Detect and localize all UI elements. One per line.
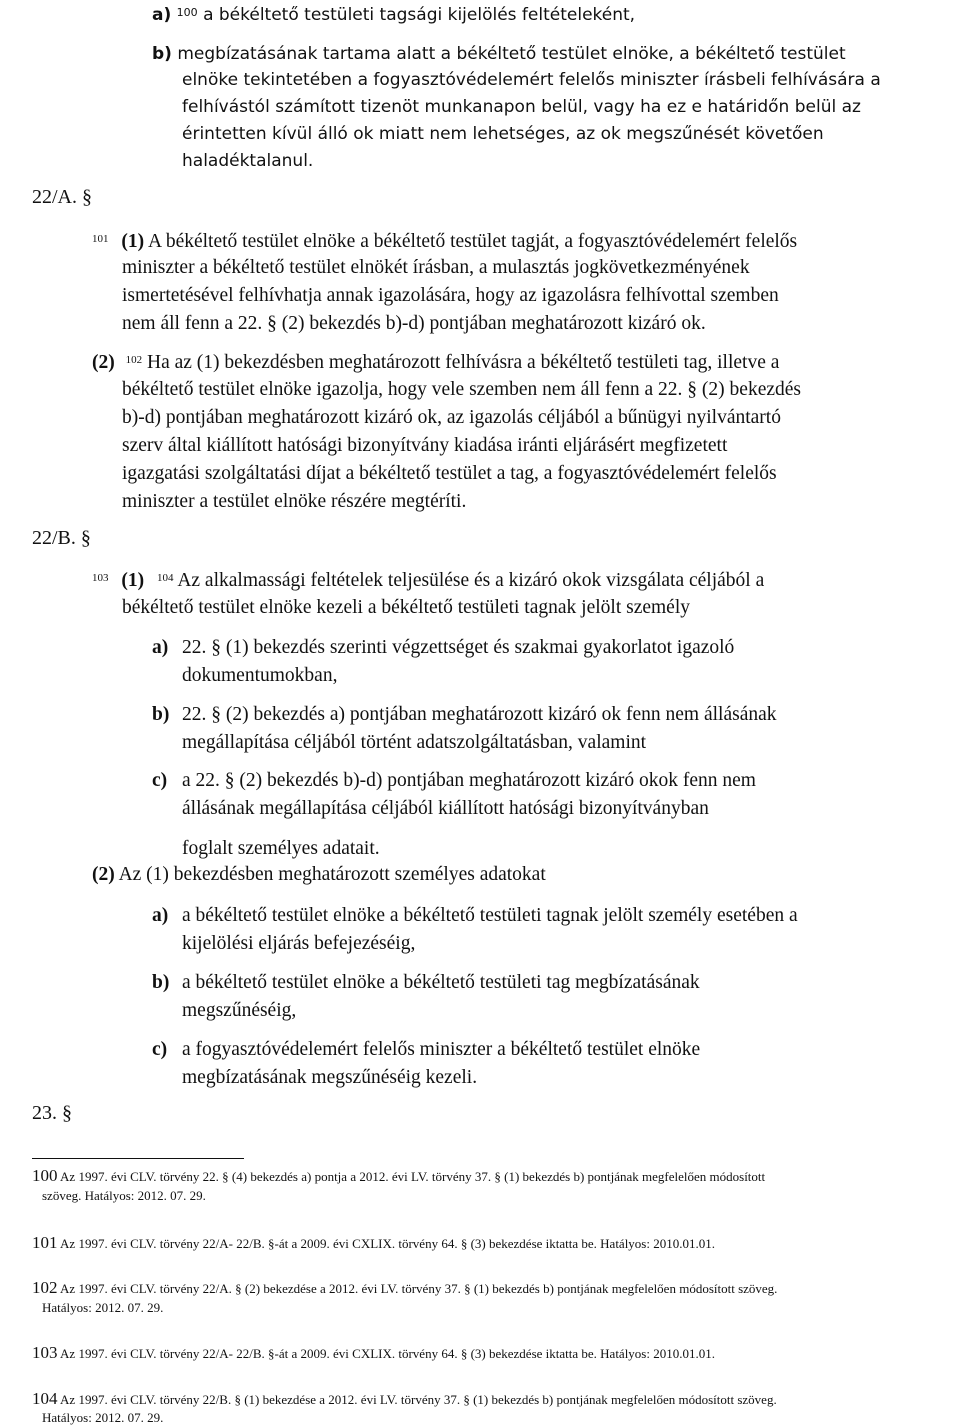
footnote-103-text-1: Az 1997. évi CLV. törvény 22/A- 22/B. §-át a 2009. évi CXLIX. törvény 64. § (3) bekezdése iktatta be. Hatályos: 2010.01.01. (60, 1346, 715, 1361)
footnote-100-number: 100 (32, 1166, 58, 1185)
footnote-102-text-2: Hatályos: 2012. 07. 29. (42, 1300, 164, 1315)
sec22a-p2-text-4: szerv által kiállított hatósági bizonyítvány kiadása iránti eljárásért megfizetett (122, 435, 728, 456)
section-heading-22a: 22/A. § (32, 186, 92, 208)
footnote-102-number: 102 (32, 1278, 58, 1297)
sec22b-item-b-text-2: megállapítása céljából történt adatszolgáltatásban, valamint (182, 732, 647, 753)
sec22a-p1-text-3: ismertetésével felhívhatja annak igazolására, hogy az igazolásra felhívottal szemben (122, 285, 779, 306)
sec22a-p1-first-line (92, 227, 797, 256)
sec22b-item-c (152, 766, 167, 795)
sec22a-p1-text-2: miniszter a békéltető testület elnökét írásban, a mulasztás jogkövetkezményének (122, 257, 750, 278)
sec22b-p1-tail: foglalt személyes adatait. (182, 838, 380, 859)
sec22a-p2-text-1: Ha az (1) bekezdésben meghatározott felhívásra a békéltető testületi tag, illetve a (147, 352, 780, 373)
footnote-ref-100: 100 (176, 6, 198, 19)
item-b-line (152, 41, 846, 67)
sec22b-p1-label: (1) (121, 570, 145, 591)
sec22b-item2-a-text-2: kijelölési eljárás befejezéséig, (182, 933, 416, 954)
sec22b-item-c-text-2: állásának megállapítása céljából kiállított hatósági bizonyítványban (182, 798, 709, 819)
footnote-101 (32, 1234, 715, 1252)
sec22b-item2-b (152, 968, 169, 997)
item-b-text-5: haladéktalanul. (182, 151, 314, 171)
sec22b-item-a (152, 633, 168, 662)
sec22b-p2-label: (2) (92, 864, 115, 885)
section-heading-22b: 22/B. § (32, 527, 91, 549)
sec22b-item-b (152, 700, 169, 729)
item-a-label: a) (152, 5, 172, 25)
sec22b-item2-b-label: b) (152, 972, 170, 993)
item-b-text-4: érintetten kívül álló ok miatt nem lehetséges, az ok megszűnését követően (182, 124, 824, 144)
footnote-104 (32, 1390, 777, 1408)
item-b-text-3: felhívástól számított tizenöt munkanapon belül, vagy ha ez e határidőn belül az (182, 97, 861, 117)
sec22b-p2-text: Az (1) bekezdésben meghatározott személyes adatokat (118, 864, 546, 885)
sec22b-item-a-text-2: dokumentumokban, (182, 665, 338, 686)
item-b-label: b) (152, 44, 172, 64)
sec22a-p2-label: (2) (92, 352, 115, 373)
sec22a-p1-text-1: A békéltető testület elnöke a békéltető testület tagját, a fogyasztóvédelemért felelős (147, 231, 798, 252)
sec22b-item2-c-text-2: megbízatásának megszűnéséig kezeli. (182, 1067, 478, 1088)
sec22b-item-c-text-1: a 22. § (2) bekezdés b)-d) pontjában meghatározott kizáró okok fenn nem (182, 770, 756, 791)
sec22b-item2-c (152, 1035, 167, 1064)
item-a-text: a békéltető testületi tagsági kijelölés feltételeként, (203, 5, 636, 25)
footnote-101-number: 101 (32, 1233, 58, 1252)
sec22b-item-a-text-1: 22. § (1) bekezdés szerinti végzettséget és szakmai gyakorlatot igazoló (182, 637, 735, 658)
footnote-104-text-1: Az 1997. évi CLV. törvény 22/B. § (1) bekezdése a 2012. évi LV. törvény 37. § (1) bekezdés b) pontjának megfelelően módosított szöveg. (60, 1392, 777, 1407)
footnote-100-text-2: szöveg. Hatályos: 2012. 07. 29. (42, 1188, 206, 1203)
sec22b-item-b-text-1: 22. § (2) bekezdés a) pontjában meghatározott kizáró ok fenn nem állásának (182, 704, 777, 725)
sec22b-item2-c-text-1: a fogyasztóvédelemért felelős miniszter a békéltető testület elnöke (182, 1039, 701, 1060)
item-b-text-2: elnöke tekintetében a fogyasztóvédelemért felelős miniszter írásbeli felhívására a (182, 70, 881, 90)
footnote-103 (32, 1344, 715, 1362)
sec22b-item2-a-text-1: a békéltető testület elnöke a békéltető testületi tagnak jelölt személy esetében a (182, 905, 798, 926)
section-heading-23: 23. § (32, 1102, 72, 1124)
sec22a-p2-text-2: békéltető testület elnöke igazolja, hogy vele szemben nem áll fenn a 22. § (2) bekezdés (122, 379, 801, 400)
item-b-text-1: megbízatásának tartama alatt a békéltető testület elnöke, a békéltető testület (177, 44, 846, 64)
footnote-100 (32, 1167, 765, 1185)
footnote-101-text-1: Az 1997. évi CLV. törvény 22/A- 22/B. §-át a 2009. évi CXLIX. törvény 64. § (3) bekezdése iktatta be. Hatályos: 2010.01.01. (60, 1236, 715, 1251)
sec22b-item2-a-label: a) (152, 905, 169, 926)
sec22b-item2-b-text-1: a békéltető testület elnöke a békéltető testületi tag megbízatásának (182, 972, 700, 993)
sec22a-p2-text-6: miniszter a testület elnöke részére megtéríti. (122, 491, 467, 512)
sec22b-p1-first-line (92, 566, 764, 595)
footnote-ref-101: 101 (92, 233, 109, 245)
footnote-102-text-1: Az 1997. évi CLV. törvény 22/A. § (2) bekezdése a 2012. évi LV. törvény 37. § (1) bekezdés b) pontjának megfelelően módosított szöveg. (60, 1281, 778, 1296)
sec22a-p2-first-line (92, 348, 779, 377)
sec22b-item-b-label: b) (152, 704, 170, 725)
footnote-ref-104: 104 (157, 572, 174, 584)
item-a-line (152, 2, 635, 28)
footnote-104-number: 104 (32, 1389, 58, 1408)
footnote-104-text-2: Hatályos: 2012. 07. 29. (42, 1410, 164, 1425)
sec22b-item-c-label: c) (152, 770, 168, 791)
sec22a-p1-text-4: nem áll fenn a 22. § (2) bekezdés b)-d) pontjában meghatározott kizáró ok. (122, 313, 706, 334)
footnote-separator (32, 1158, 244, 1159)
footnote-103-number: 103 (32, 1343, 58, 1362)
sec22a-p2-text-5: igazgatási szolgáltatási díjat a békéltető testület a tag, a fogyasztóvédelemért felelős (122, 463, 777, 484)
footnote-ref-103: 103 (92, 572, 109, 584)
sec22b-p1-text-2: békéltető testület elnöke kezeli a békéltető testületi tagnak jelölt személy (122, 597, 690, 618)
sec22b-p1-text-1: Az alkalmassági feltételek teljesülése és a kizáró okok vizsgálata céljából a (177, 570, 765, 591)
sec22b-item2-a (152, 901, 168, 930)
sec22a-p2-text-3: b)-d) pontjában meghatározott kizáró ok, az igazolás céljából a bűnügyi nyilvántartó (122, 407, 781, 428)
footnote-102 (32, 1279, 777, 1297)
footnote-ref-102: 102 (125, 354, 143, 366)
sec22b-item2-b-text-2: megszűnéséig, (182, 1000, 297, 1021)
sec22b-item-a-label: a) (152, 637, 169, 658)
sec22b-item2-c-label: c) (152, 1039, 168, 1060)
sec22b-p2-line (92, 860, 546, 889)
sec22a-p1-label: (1) (121, 231, 145, 252)
footnote-100-text-1: Az 1997. évi CLV. törvény 22. § (4) bekezdés a) pontja a 2012. évi LV. törvény 37. § (1) bekezdés b) pontjának megfelelően módosított (60, 1169, 766, 1184)
